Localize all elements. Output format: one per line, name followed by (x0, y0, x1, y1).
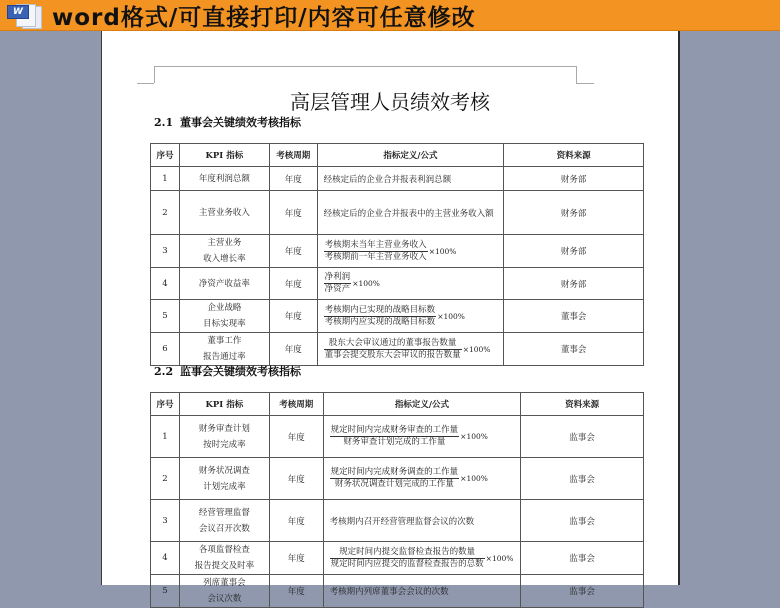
data-source: 董事会 (504, 300, 644, 333)
definition-formula (323, 416, 521, 458)
column-header: KPI 指标 (179, 393, 269, 416)
definition-formula (323, 500, 521, 542)
data-source: 财务部 (504, 167, 644, 191)
table-row (151, 333, 644, 366)
document-title: 高层管理人员绩效考核 (290, 90, 490, 114)
kpi-name (179, 575, 269, 608)
formula-multiplier: ×100% (352, 279, 380, 288)
kpi-name-line: 列席董事会 (203, 578, 246, 588)
formula-numerator: 考核期末当年主营业务收入 (324, 239, 427, 250)
kpi-name-line: 董事工作 (207, 336, 242, 346)
kpi-name-line: 净资产收益率 (198, 278, 250, 289)
data-source: 监事会 (521, 458, 644, 500)
formula-fraction (330, 467, 488, 490)
formula-fraction (324, 338, 491, 361)
banner-text: word格式/可直接打印/内容可任意修改 (52, 4, 476, 31)
data-source: 监事会 (521, 542, 644, 575)
column-header: 考核周期 (269, 393, 323, 416)
formula-denominator: 考核期前一年主营业务收入 (324, 251, 427, 262)
kpi-name-line: 会议召开次数 (198, 523, 250, 534)
table-row (151, 542, 644, 575)
table-row (151, 416, 644, 458)
kpi-name-line: 目标实现率 (203, 319, 246, 329)
assessment-period: 年度 (269, 191, 317, 235)
formula-multiplier: ×100% (485, 553, 514, 563)
formula-fraction (330, 425, 488, 448)
section-heading: 2.1 董事会关键绩效考核指标 (154, 116, 301, 129)
assessment-period: 年度 (269, 300, 317, 333)
kpi-name (179, 416, 269, 458)
formula-numerator: 规定时间内提交监督检查报告的数量 (330, 547, 485, 559)
definition-formula (317, 191, 504, 235)
row-number: 1 (151, 416, 180, 458)
definition-formula (323, 575, 521, 608)
header-corner-mark (154, 66, 155, 83)
formula-numerator: 规定时间内完成财务审查的工作量 (330, 425, 459, 435)
column-header: 指标定义/公式 (317, 144, 504, 167)
kpi-name-line: 年度利润总额 (198, 173, 250, 184)
kpi-name-line: 报告通过率 (203, 352, 246, 362)
header-corner-mark (576, 83, 594, 84)
formula-denominator: 净资产 (324, 284, 351, 294)
column-header: KPI 指标 (179, 144, 269, 167)
kpi-name (179, 268, 269, 300)
kpi-name (179, 235, 269, 268)
section-heading: 2.2 监事会关键绩效考核指标 (154, 365, 301, 378)
table-row (151, 167, 644, 191)
kpi-name-line: 主营业务 (207, 238, 242, 248)
definition-formula (317, 235, 504, 268)
formula-multiplier: ×100% (460, 432, 488, 441)
formula-numerator: 规定时间内完成财务调查的工作量 (330, 467, 459, 477)
data-source: 监事会 (521, 575, 644, 608)
kpi-table-supervisory (150, 392, 644, 608)
formula-denominator: 财务状况调查计划完成的工作量 (334, 479, 454, 489)
data-source: 监事会 (521, 416, 644, 458)
formula-numerator: 股东大会审议通过的董事报告数量 (324, 338, 462, 350)
row-number: 1 (151, 167, 180, 191)
document-page[interactable] (101, 31, 680, 604)
table-row (151, 268, 644, 300)
table-row (151, 575, 644, 608)
promo-banner (0, 0, 780, 31)
kpi-name-line: 计划完成率 (203, 481, 246, 492)
table-row (151, 300, 644, 333)
row-number: 5 (151, 300, 180, 333)
row-number: 5 (151, 575, 180, 608)
assessment-period: 年度 (269, 542, 323, 575)
assessment-period: 年度 (269, 575, 323, 608)
formula-multiplier: ×100% (437, 311, 465, 321)
definition-text: 经核定后的企业合并报表中的主营业务收入额 (323, 208, 494, 219)
formula-numerator: 净利润 (324, 272, 351, 282)
row-number: 3 (151, 235, 180, 268)
table-row (151, 235, 644, 268)
kpi-name (179, 542, 269, 575)
assessment-period: 年度 (269, 167, 317, 191)
row-number: 2 (151, 458, 180, 500)
formula-denominator: 规定时间内应提交的监督检查报告的总数 (330, 558, 484, 569)
kpi-name-line: 报告提交及时率 (194, 561, 255, 571)
kpi-name-line: 主营业务收入 (198, 207, 250, 218)
formula-multiplier: ×100% (462, 344, 491, 354)
data-source: 财务部 (504, 191, 644, 235)
kpi-name-line: 经营管理监督 (198, 507, 250, 518)
kpi-name (179, 167, 269, 191)
kpi-name-line: 各项监督检查 (198, 545, 250, 555)
kpi-name (179, 191, 269, 235)
kpi-name (179, 300, 269, 333)
column-header: 资料来源 (521, 393, 644, 416)
formula-fraction (324, 305, 465, 328)
formula-denominator: 董事会提交股东大会审议的报告数量 (324, 349, 461, 360)
column-header: 资料来源 (504, 144, 644, 167)
kpi-name (179, 333, 269, 366)
formula-fraction (324, 240, 457, 263)
formula-numerator: 考核期内已实现的战略目标数 (324, 304, 436, 315)
definition-formula (323, 458, 521, 500)
column-header: 序号 (151, 393, 180, 416)
row-number: 6 (151, 333, 180, 366)
data-source: 财务部 (504, 268, 644, 300)
workspace-background (0, 31, 100, 585)
table-row (151, 191, 644, 235)
kpi-name-line: 企业战略 (207, 303, 242, 313)
assessment-period: 年度 (269, 333, 317, 366)
table-row (151, 458, 644, 500)
data-source: 监事会 (521, 500, 644, 542)
row-number: 4 (151, 268, 180, 300)
definition-formula (317, 167, 504, 191)
kpi-name-line: 财务审查计划 (198, 423, 250, 434)
table-row (151, 500, 644, 542)
assessment-period: 年度 (269, 458, 323, 500)
definition-formula (317, 300, 504, 333)
formula-multiplier: ×100% (460, 474, 488, 483)
row-number: 2 (151, 191, 180, 235)
row-number: 3 (151, 500, 180, 542)
assessment-period: 年度 (269, 416, 323, 458)
kpi-name (179, 500, 269, 542)
data-source: 董事会 (504, 333, 644, 366)
formula-fraction (330, 547, 514, 570)
kpi-name-line: 会议次数 (207, 594, 242, 604)
kpi-name-line: 收入增长率 (203, 254, 246, 264)
kpi-name-line: 财务状况调查 (198, 465, 250, 476)
formula-fraction (324, 272, 380, 295)
formula-denominator: 财务审查计划完成的工作量 (343, 437, 446, 447)
kpi-table-board (150, 143, 644, 366)
row-number: 4 (151, 542, 180, 575)
column-header: 序号 (151, 144, 180, 167)
word-document-icon: W (6, 2, 48, 28)
column-header: 指标定义/公式 (323, 393, 521, 416)
assessment-period: 年度 (269, 500, 323, 542)
assessment-period: 年度 (269, 268, 317, 300)
column-header: 考核周期 (269, 144, 317, 167)
definition-text: 考核期内列席董事会会议的次数 (329, 587, 449, 597)
definition-formula (317, 333, 504, 366)
header-rule (154, 66, 576, 67)
definition-text: 经核定后的企业合并报表利润总额 (323, 174, 452, 185)
definition-formula (317, 268, 504, 300)
kpi-name (179, 458, 269, 500)
assessment-period: 年度 (269, 235, 317, 268)
formula-denominator: 考核期内应实现的战略目标数 (324, 316, 436, 327)
data-source: 财务部 (504, 235, 644, 268)
kpi-name-line: 按时完成率 (203, 439, 246, 450)
header-corner-mark (576, 66, 577, 83)
formula-multiplier: ×100% (428, 246, 457, 256)
definition-text: 考核期内召开经营管理监督会议的次数 (329, 516, 475, 527)
definition-formula (323, 542, 521, 575)
header-corner-mark (137, 83, 154, 84)
